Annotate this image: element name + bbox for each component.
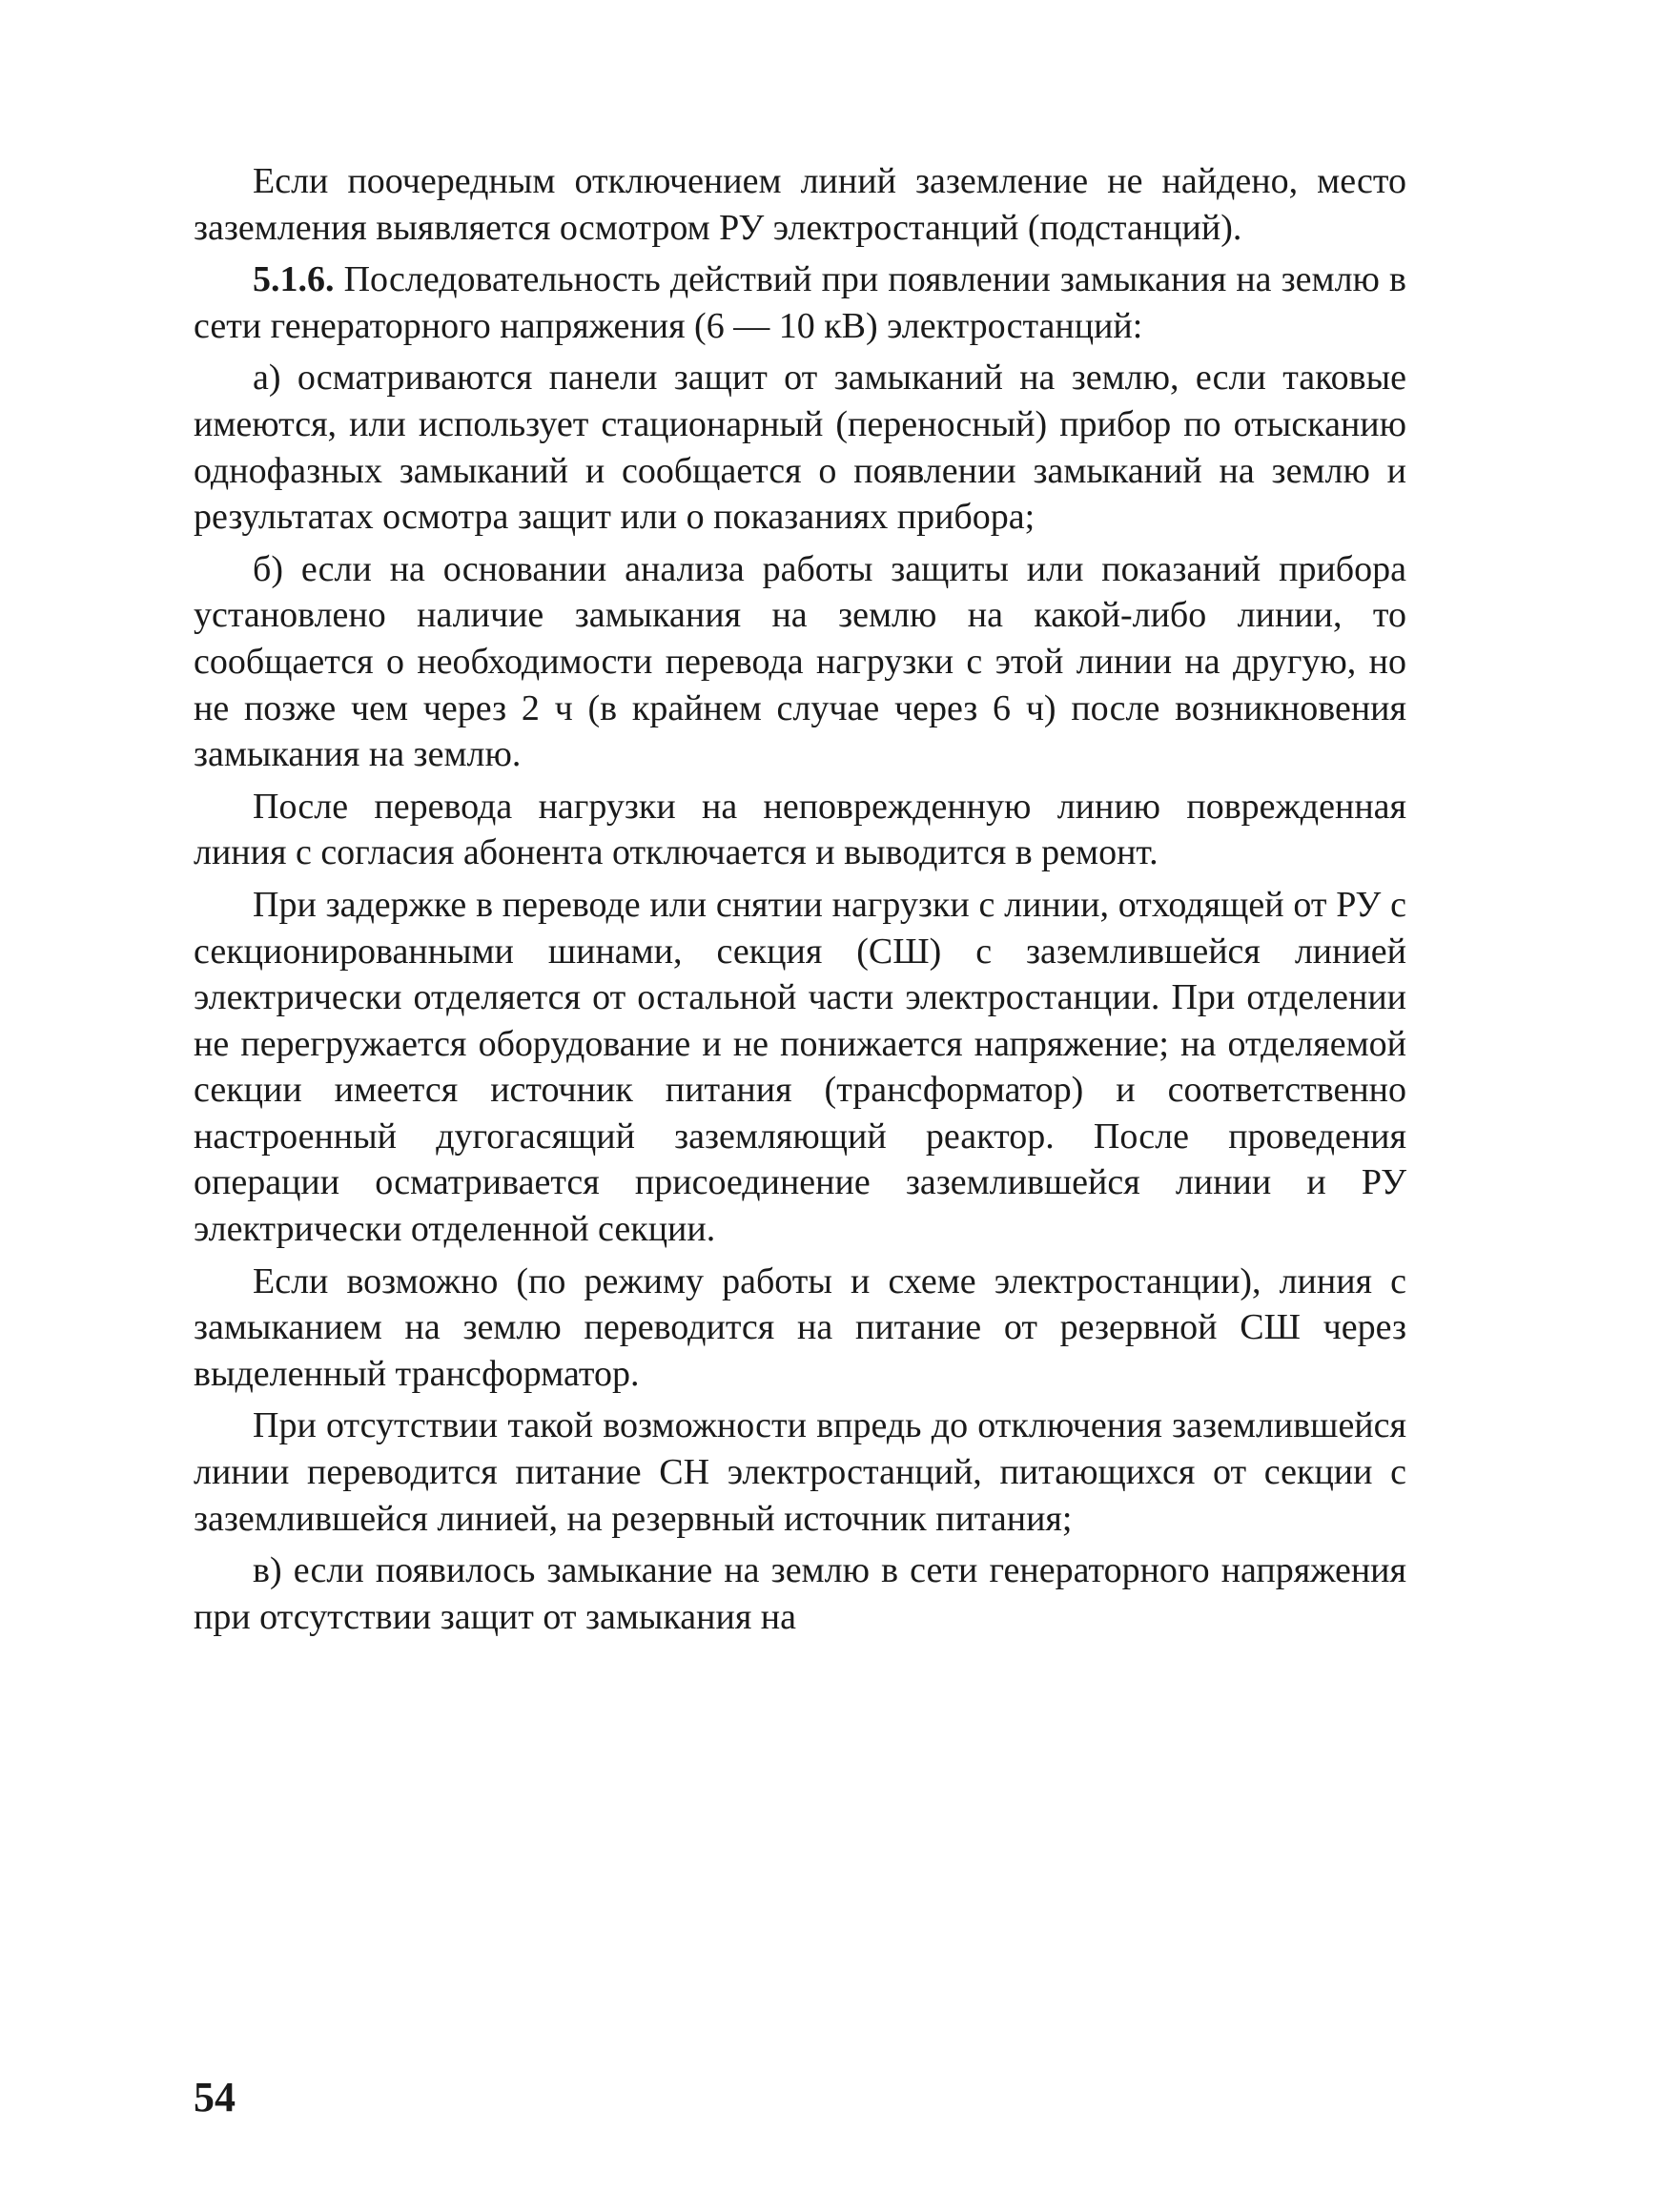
paragraph-2: [194, 256, 1406, 349]
paragraph-1: Если поочередным отключением линий заземление не найдено, место заземления выявляется осмотром РУ электростанций (подстанций).: [194, 161, 1406, 248]
page-number: 54: [194, 2074, 236, 2120]
paragraph-6: При задержке в переводе или снятии нагрузки с линии, отходящей от РУ с секционированными шинами, секция (СШ) с заземлившейся линией электрически отделяется от остальной части электростанции. При отделении не перегружается оборудование и не понижается напряжение; на отделяемой секции имеется источник питания (трансформатор) и соответственно настроенный дугогасящий заземляющий реактор. После проведения операции осматривается присоединение заземлившейся линии и РУ электрически отделенной секции.: [194, 884, 1406, 1250]
paragraph-4: б) если на основании анализа работы защиты или показаний прибора установлено наличие замыкания на землю на какой-либо линии, то сообщается о необходимости перевода нагрузки с этой линии на другую, но не позже чем через 2 ч (в крайнем случае через 6 ч) после возникновения замыкания на землю.: [194, 548, 1406, 775]
paragraph-2-text: Последовательность действий при появлении замыкания на землю в сети генераторного напряжения (6 — 10 кВ) электростанций:: [194, 259, 1406, 346]
paragraph-9: в) если появилось замыкание на землю в сети генераторного напряжения при отсутствии защит от замыкания на: [194, 1550, 1406, 1637]
section-number: 5.1.6.: [253, 259, 335, 300]
paragraph-8: При отсутствии такой возможности впредь до отключения заземлившейся линии переводится питание СН электростанций, питающихся от секции с заземлившейся линией, на резервный источник питания;: [194, 1405, 1406, 1539]
body-text: [194, 158, 1406, 1646]
paragraph-7: Если возможно (по режиму работы и схеме электростанции), линия с замыканием на землю переводится на питание от резервной СШ через выделенный трансформатор.: [194, 1260, 1406, 1394]
paragraph-3: а) осматриваются панели защит от замыканий на землю, если таковые имеются, или использует стационарный (переносный) прибор по отысканию однофазных замыканий и сообщается о появлении замыканий на землю и результатах осмотра защит или о показаниях прибора;: [194, 358, 1406, 538]
paragraph-5: После перевода нагрузки на неповрежденную линию поврежденная линия с согласия абонента отключается и выводится в ремонт.: [194, 786, 1406, 873]
